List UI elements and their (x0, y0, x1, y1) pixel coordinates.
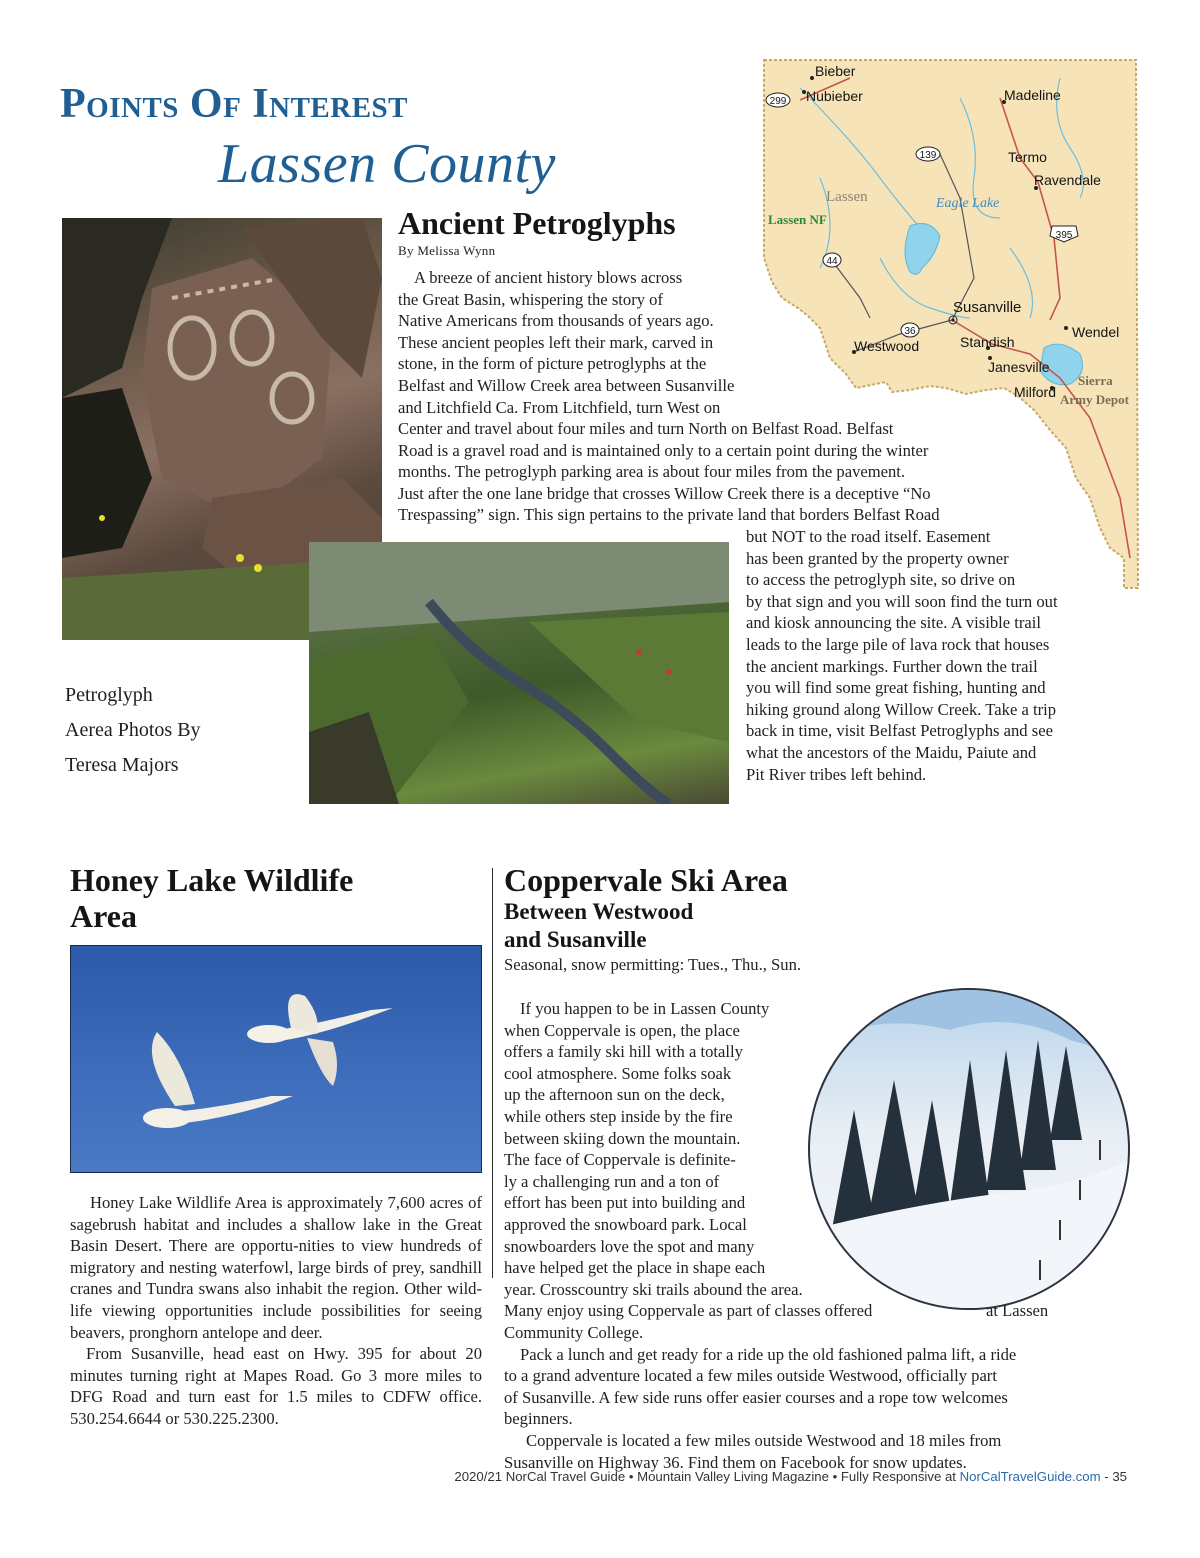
honey-lake-heading-line: Honey Lake Wildlife (70, 862, 354, 898)
creek-illustration (309, 542, 729, 804)
body-line: Susanville on Highway 36. Find them on Facebook for snow updates. (504, 1452, 967, 1472)
body-line: have helped get the place in shape each (504, 1258, 766, 1278)
body-line: Pit River tribes left behind. (746, 764, 927, 784)
coppervale-schedule: Seasonal, snow permitting: Tues., Thu., Sun. (504, 955, 802, 974)
region-lassen: Lassen (826, 189, 868, 205)
body-line: you will find some great fishing, hunting and (746, 678, 1046, 698)
body-line: The face of Coppervale is definite- (504, 1150, 736, 1170)
body-line: and kiosk announcing the site. A visible trail (746, 613, 1041, 633)
town-milford: Milford (1014, 384, 1057, 400)
region-lassen-nf: Lassen NF (768, 212, 827, 227)
willow-creek-aerial-photo (309, 542, 729, 804)
body-line: but NOT to the road itself. Easement (746, 527, 991, 546)
body-line: Just after the one lane bridge that crosses Willow Creek there is a deceptive “No (398, 483, 931, 503)
region-sierra: Sierra (1078, 373, 1113, 388)
body-line: effort has been put into building and (504, 1193, 746, 1213)
body-line: has been granted by the property owner (746, 548, 1009, 568)
coppervale-subheading-line: Between Westwood (504, 899, 694, 924)
swan-lower (143, 1032, 293, 1128)
page-number: - 35 (1104, 1469, 1127, 1484)
body-line: hiking ground along Willow Creek. Take a trip (746, 699, 1057, 719)
page-footer (454, 1469, 1127, 1484)
body-line: and Litchfield Ca. From Litchfield, turn West on (398, 397, 721, 417)
town-janesville: Janesville (988, 359, 1050, 375)
region-eagle-lake: Eagle Lake (936, 196, 1000, 211)
coppervale-subheading-line: and Susanville (504, 927, 647, 952)
body-line: A breeze of ancient history blows across (414, 268, 683, 287)
body-line: while others step inside by the fire (504, 1106, 733, 1126)
column-divider (492, 868, 493, 1278)
photo-caption (65, 678, 201, 783)
body-line: between skiing down the mountain. (504, 1128, 741, 1148)
body-line: what the ancestors of the Maidu, Paiute and (746, 742, 1037, 762)
honey-lake-heading-line: Area (70, 898, 137, 934)
footer-link[interactable]: NorCalTravelGuide.com (959, 1469, 1101, 1484)
tundra-swans-photo (70, 945, 482, 1173)
body-line: to access the petroglyph site, so drive on (746, 570, 1016, 590)
coppervale-subheading (504, 898, 693, 954)
body-line: beginners. (504, 1409, 573, 1429)
body-line: Community College. (504, 1323, 644, 1342)
body-line: Belfast and Willow Creek area between Susanville (398, 375, 735, 395)
body-line: These ancient peoples left their mark, carved in (398, 332, 714, 352)
body-line: the Great Basin, whispering the story of (398, 289, 663, 309)
honey-lake-paragraph: From Susanville, head east on Hwy. 395 for about 20 minutes turning right at Mapes Road. Go 3 more miles to DFG Road and turn east for 1.5 miles to CDFW office. 530.254.6644 or 530.225.2300. (70, 1344, 482, 1428)
swans-illustration (71, 946, 481, 1172)
body-line: year. Crosscountry ski trails abound the area. (504, 1279, 803, 1299)
route-shield-299 (766, 93, 790, 107)
body-line: Road is a gravel road and is maintained only to a certain point during the winter (398, 440, 929, 460)
body-line: the ancient markings. Further down the trail (746, 656, 1038, 676)
town-termo: Termo (1008, 149, 1047, 165)
route-44-label: 44 (826, 256, 838, 267)
body-line: If you happen to be in Lassen County (520, 999, 770, 1018)
body-line: approved the snowboard park. Local (504, 1214, 747, 1234)
petroglyphs-heading: Ancient Petroglyphs (398, 205, 676, 241)
body-line: cool atmosphere. Some folks soak (504, 1063, 732, 1083)
route-shield-36 (901, 323, 919, 337)
honey-lake-heading (70, 862, 353, 934)
coppervale-body-wide (504, 1322, 1144, 1473)
petroglyphs-body-narrow (398, 267, 798, 418)
body-line: leads to the large pile of lava rock that houses (746, 634, 1050, 654)
petroglyphs-body-wide (398, 418, 1078, 526)
body-line: to a grand adventure located a few miles outside Westwood, officially part (504, 1366, 997, 1386)
route-shield-139 (916, 147, 940, 161)
caption-line: Petroglyph (65, 684, 153, 706)
body-line: ly a challenging run and a ton of (504, 1171, 720, 1191)
body-line: snowboarders love the spot and many (504, 1236, 755, 1256)
route-299-label: 299 (769, 96, 787, 107)
body-line: Pack a lunch and get ready for a ride up the old fashioned palma lift, a ride (520, 1344, 1017, 1364)
honey-lake-paragraph: Honey Lake Wildlife Area is approximately 7,600 acres of sagebrush habitat and includes a shallow lake in the Great Basin Desert. There are opportu-nities to view hundreds of migratory and nesting waterfowl, large birds of prey, sandhill cranes and Tundra swans also inhabit the region. Other wild-life viewing opportunities include possibilities for seeing beavers, pronghorn antelope and deer. (70, 1193, 482, 1342)
town-standish: Standish (960, 334, 1015, 350)
body-line: of Susanville. A few side runs offer easier courses and a rope tow welcomes (504, 1387, 1008, 1407)
coppervale-heading: Coppervale Ski Area (504, 862, 788, 898)
route-395-label: 395 (1055, 230, 1073, 241)
town-nubieber: Nubieber (806, 88, 863, 104)
town-wendel: Wendel (1072, 324, 1120, 340)
body-line: when Coppervale is open, the place (504, 1020, 740, 1040)
town-susanville: Susanville (953, 299, 1022, 316)
honey-lake-body (70, 1192, 482, 1430)
route-139-label: 139 (919, 150, 937, 161)
route-shield-44 (823, 253, 841, 267)
body-line: Native Americans from thousands of years ago. (398, 311, 714, 331)
body-line: offers a family ski hill with a totally (504, 1042, 743, 1062)
caption-line: Teresa Majors (65, 754, 179, 776)
body-line: Trespassing” sign. This sign pertains to the private land that borders Belfast Road (398, 505, 940, 525)
body-line: by that sign and you will soon find the turn out (746, 591, 1058, 611)
page-subtitle: Lassen County (218, 133, 556, 195)
swan-upper (247, 994, 393, 1086)
coppervale-body-narrow (504, 998, 864, 1300)
petroglyphs-byline: By Melissa Wynn (398, 243, 496, 258)
petroglyphs-body-right (746, 526, 1146, 785)
region-army-depot: Army Depot (1060, 392, 1129, 407)
footer-text: 2020/21 NorCal Travel Guide • Mountain Valley Living Magazine • Fully Responsive at (454, 1469, 956, 1484)
body-line: stone, in the form of picture petroglyphs at the (398, 354, 707, 374)
coppervale-split-left: Many enjoy using Coppervale as part of classes offered (504, 1301, 873, 1320)
town-ravendale: Ravendale (1034, 172, 1101, 188)
body-line: back in time, visit Belfast Petroglyphs and see (746, 721, 1053, 741)
caption-line: Aerea Photos By (65, 719, 201, 741)
town-westwood: Westwood (854, 338, 920, 354)
body-line: Coppervale is located a few miles outside Westwood and 18 miles from (526, 1430, 1002, 1450)
body-line: months. The petroglyph parking area is about four miles from the pavement. (398, 462, 906, 482)
coppervale-split-right: at Lassen (986, 1301, 1049, 1320)
body-line: Center and travel about four miles and turn North on Belfast Road. Belfast (398, 419, 894, 438)
town-bieber: Bieber (815, 63, 856, 79)
route-36-label: 36 (904, 326, 916, 337)
town-madeline: Madeline (1004, 87, 1061, 103)
page-title: Points Of Interest (60, 81, 409, 127)
body-line: up the afternoon sun on the deck, (504, 1085, 725, 1105)
